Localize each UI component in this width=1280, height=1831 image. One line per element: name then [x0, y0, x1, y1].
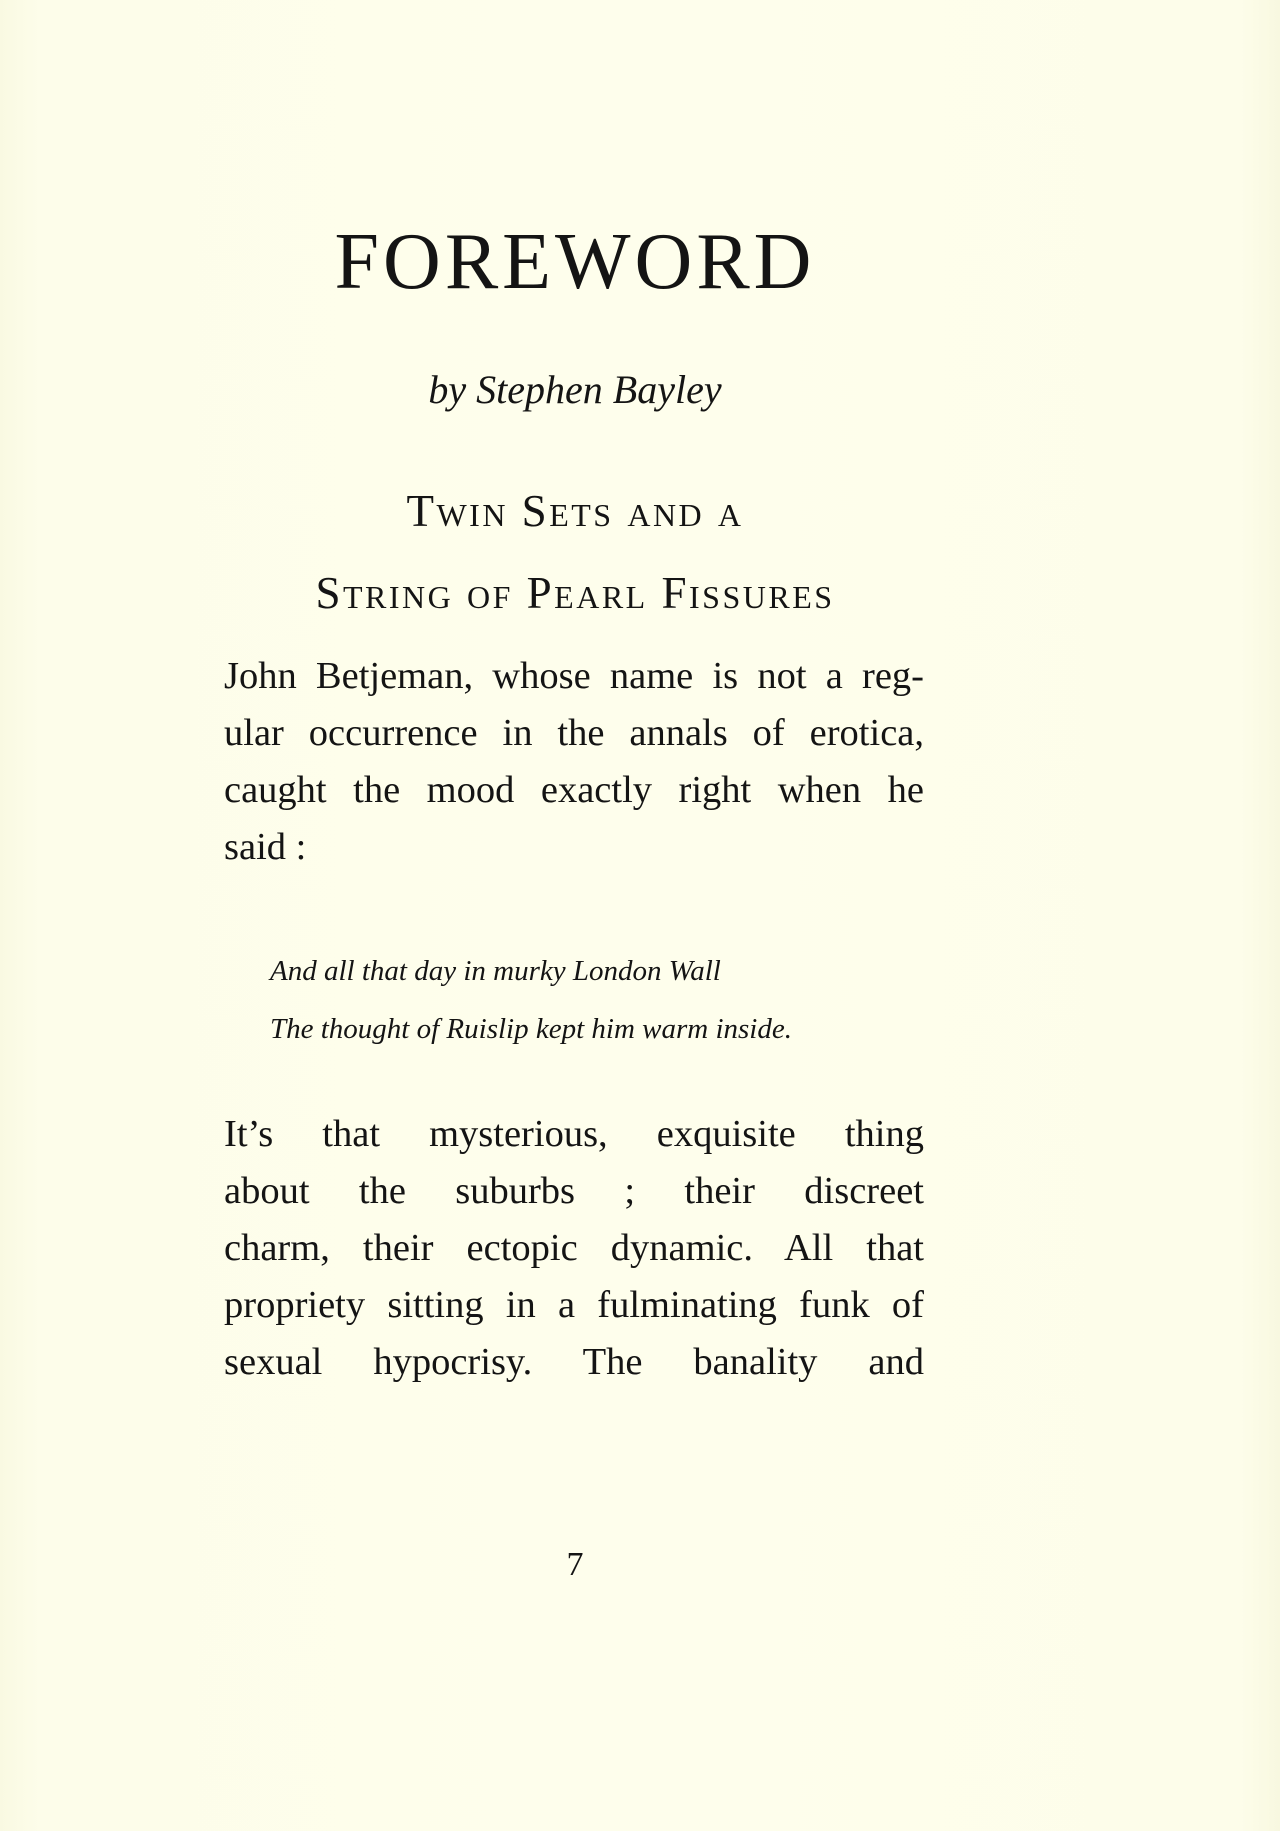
text-line: It’s that mysterious, exquisite thing: [224, 1113, 924, 1155]
body-paragraph: [224, 1106, 924, 1391]
verse-line: And all that day in murky London Wall: [270, 955, 721, 987]
text-line: about the suburbs ; their discreet: [224, 1170, 924, 1212]
subtitle-line: Twin Sets and a: [406, 486, 744, 536]
text-line: ular occurrence in the annals of erotica,: [224, 712, 924, 754]
section-subtitle: [0, 470, 1150, 634]
body-paragraph: [224, 648, 924, 876]
text-line: John Betjeman, whose name is not a reg-: [224, 655, 924, 697]
subtitle-line: String of Pearl Fissures: [315, 568, 835, 618]
text-line: propriety sitting in a fulminating funk of: [224, 1284, 924, 1326]
text-line: caught the mood exactly right when he: [224, 769, 924, 811]
quoted-verse: [270, 942, 792, 1058]
text-line: sexual hypocrisy. The banality and: [224, 1341, 924, 1383]
author-byline: by Stephen Bayley: [428, 367, 722, 412]
text-line: said :: [224, 826, 307, 868]
text-line: charm, their ectopic dynamic. All that: [224, 1227, 924, 1269]
verse-line: The thought of Ruislip kept him warm inside.: [270, 1013, 792, 1045]
page-number: 7: [566, 1546, 584, 1583]
chapter-title: FOREWORD: [334, 218, 816, 306]
